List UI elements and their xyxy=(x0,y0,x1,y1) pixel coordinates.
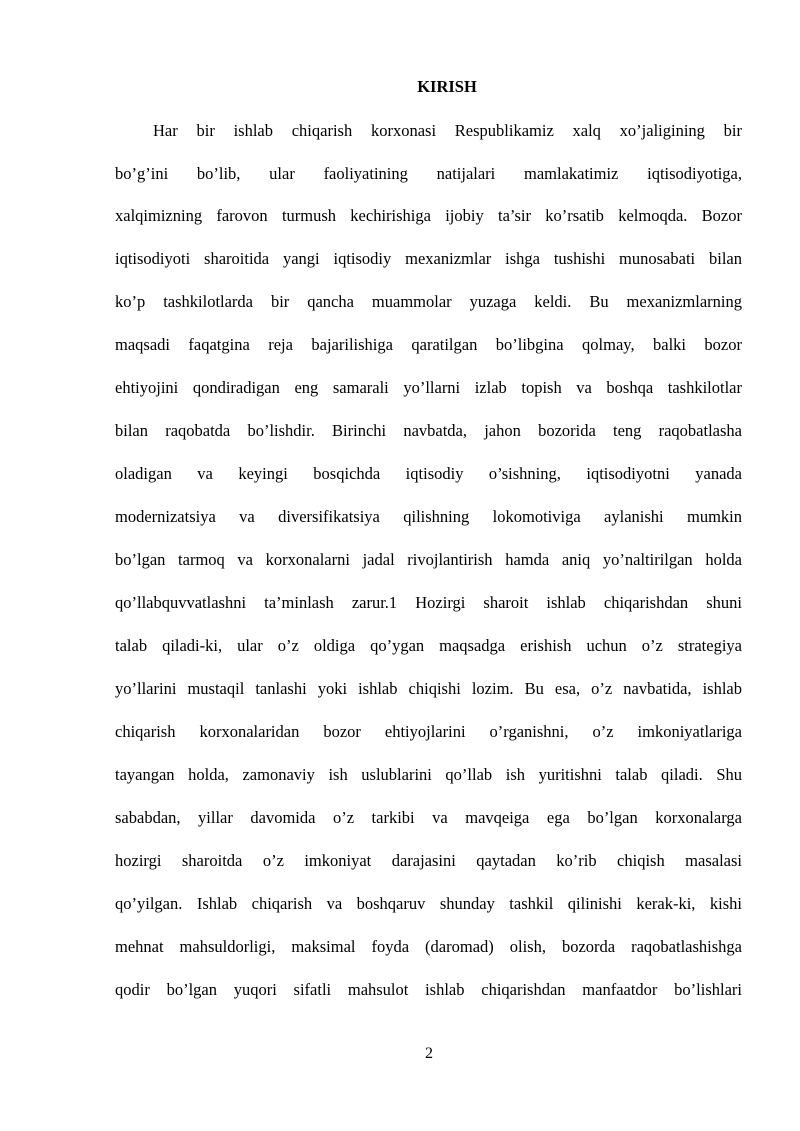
paragraph-line-20: mehnat mahsuldorligi, maksimal foyda (daromad) olish, bozorda raqobatlashishga xyxy=(115,937,742,956)
paragraph-line-3: xalqimizning farovon turmush kechirishiga ijobiy ta’sir ko’rsatib kelmoqda. Bozor xyxy=(115,206,742,225)
paragraph-line-8: bilan raqobatda bo’lishdir. Birinchi navbatda, jahon bozorida teng raqobatlasha xyxy=(115,421,742,440)
paragraph-line-7: ehtiyojini qondiradigan eng samarali yo’llarni izlab topish va boshqa tashkilotlar xyxy=(115,378,742,397)
paragraph-line-16: tayangan holda, zamonaviy ish uslublarini qo’llab ish yuritishni talab qiladi. Shu xyxy=(115,765,742,784)
paragraph-line-2: bo’g’ini bo’lib, ular faoliyatining natijalari mamlakatimiz iqtisodiyotiga, xyxy=(115,164,742,183)
paragraph-line-1: Har bir ishlab chiqarish korxonasi Respublikamiz xalq xo’jaligining bir xyxy=(153,121,742,140)
paragraph-line-6: maqsadi faqatgina reja bajarilishiga qaratilgan bo’libgina qolmay, balki bozor xyxy=(115,335,742,354)
paragraph-line-19: qo’yilgan. Ishlab chiqarish va boshqaruv shunday tashkil qilinishi kerak-ki, kishi xyxy=(115,894,742,913)
paragraph-line-13: talab qiladi-ki, ular o’z oldiga qo’ygan maqsadga erishish uchun o’z strategiya xyxy=(115,636,742,655)
paragraph-line-5: ko’p tashkilotlarda bir qancha muammolar yuzaga keldi. Bu mexanizmlarning xyxy=(115,292,742,311)
paragraph-line-9: oladigan va keyingi bosqichda iqtisodiy o’sishning, iqtisodiyotni yanada xyxy=(115,464,742,483)
paragraph-line-18: hozirgi sharoitda o’z imkoniyat darajasini qaytadan ko’rib chiqish masalasi xyxy=(115,851,742,870)
page-number: 2 xyxy=(425,1045,433,1062)
paragraph-line-12: qo’llabquvvatlashni ta’minlash zarur.1 Hozirgi sharoit ishlab chiqarishdan shuni xyxy=(115,593,742,612)
paragraph-line-10: modernizatsiya va diversifikatsiya qilishning lokomotiviga aylanishi mumkin xyxy=(115,507,742,526)
paragraph-line-14: yo’llarini mustaqil tanlashi yoki ishlab chiqishi lozim. Bu esa, o’z navbatida, ishlab xyxy=(115,679,742,698)
section-heading: KIRISH xyxy=(417,77,477,96)
paragraph-line-11: bo’lgan tarmoq va korxonalarni jadal rivojlantirish hamda aniq yo’naltirilgan holda xyxy=(115,550,742,569)
paragraph-line-17: sababdan, yillar davomida o’z tarkibi va mavqeiga ega bo’lgan korxonalarga xyxy=(115,808,742,827)
paragraph-line-21: qodir bo’lgan yuqori sifatli mahsulot ishlab chiqarishdan manfaatdor bo’lishlari xyxy=(115,980,742,999)
paragraph-line-15: chiqarish korxonalaridan bozor ehtiyojlarini o’rganishni, o’z imkoniyatlariga xyxy=(115,722,742,741)
paragraph-line-4: iqtisodiyoti sharoitida yangi iqtisodiy mexanizmlar ishga tushishi munosabati bilan xyxy=(115,249,742,268)
